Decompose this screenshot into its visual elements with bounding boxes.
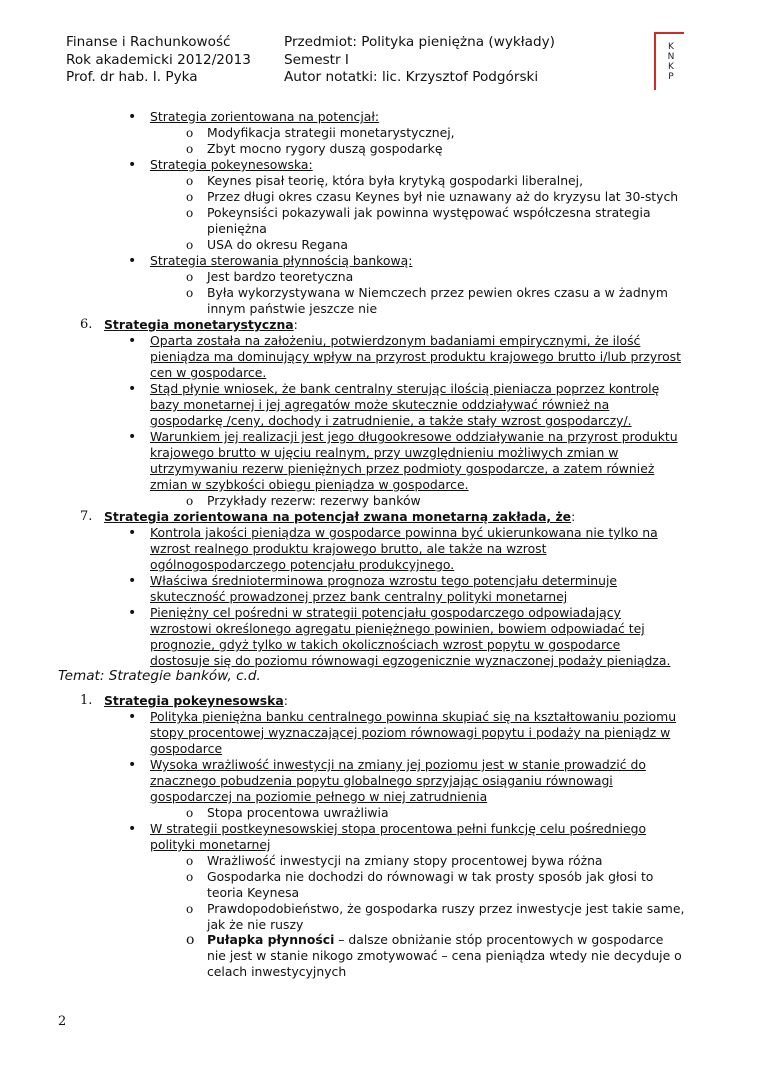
circle-bullet-icon: o	[186, 190, 194, 204]
list-item-continued: pieniężna	[207, 221, 267, 236]
item7-title: Strategia zorientowana na potencjał zwana monetarną zakłada, że	[104, 509, 572, 524]
circle-bullet-icon: o	[186, 806, 194, 820]
paragraph-line: Polityka pieniężna banku centralnego powinna skupiać się na kształtowaniu poziomu	[150, 709, 677, 724]
paragraph-line: Warunkiem jej realizacji jest jego długookresowe oddziaływanie na przyrost produktu	[150, 429, 678, 444]
paragraph-line: Kontrola jakości pieniądza w gospodarce powinna być ukierunkowana nie tylko na	[150, 525, 658, 540]
header-semester: Semestr I	[284, 51, 349, 68]
strategy-postkeynes-title: Strategia pokeynesowska:	[150, 157, 313, 172]
circle-bullet-icon: o	[186, 174, 194, 188]
list-item: Modyfikacja strategii monetarystycznej,	[207, 125, 455, 140]
paragraph-line: wzrost realnego produktu krajowego brutto, ale także na wzrost	[150, 541, 547, 556]
bullet-icon: •	[128, 109, 137, 125]
item1-title: Strategia pokeynesowska	[104, 693, 284, 708]
paragraph-line: znacznego pobudzenia popytu globalnego sprzyjając osiąganiu równowagi	[150, 773, 613, 788]
list-item: USA do okresu Regana	[207, 237, 348, 252]
liquidity-trap-term: Pułapka płynności	[207, 932, 335, 947]
header-subject: Przedmiot: Polityka pieniężna (wykłady)	[284, 34, 555, 50]
paragraph-line: Pieniężny cel pośredni w strategii potencjału gospodarczego odpowiadający	[150, 605, 621, 620]
circle-bullet-icon: o	[186, 932, 195, 948]
paragraph-line: pieniądza ma dominujący wpływ na przyrost produktu krajowego brutto i/lub przyrost	[150, 349, 681, 364]
list-item: Keynes pisał teorię, która była krytyką gospodarki liberalnej,	[207, 173, 584, 188]
list-item: Jest bardzo teoretyczna	[207, 269, 354, 284]
bullet-icon: •	[128, 573, 137, 589]
circle-bullet-icon: o	[186, 286, 194, 300]
header-professor: Prof. dr hab. I. Pyka	[66, 69, 198, 85]
circle-bullet-icon: o	[186, 902, 194, 916]
list-item: Stopa procentowa uwrażliwia	[207, 805, 389, 820]
header-faculty: Finanse i Rachunkowość	[66, 34, 231, 50]
bullet-icon: •	[128, 709, 137, 725]
list-item: Przykłady rezerw: rezerwy banków	[207, 493, 421, 508]
bullet-icon: •	[128, 333, 137, 349]
circle-bullet-icon: o	[186, 126, 194, 140]
paragraph-line: cen w gospodarce.	[150, 365, 267, 380]
header-author: Autor notatki: lic. Krzysztof Podgórski	[284, 69, 539, 85]
liquidity-trap-line: Pułapka płynności – dalsze obniżanie stóp procentowych w gospodarce	[207, 932, 664, 947]
bullet-icon: •	[128, 253, 137, 269]
paragraph-line: zmian w szybkości obiegu pieniądza w gospodarce.	[150, 477, 469, 492]
logo-bar-top	[654, 32, 684, 34]
paragraph-line: Oparta została na założeniu, potwierdzonym badaniami empirycznymi, że ilość	[150, 333, 641, 348]
bullet-icon: •	[128, 429, 137, 445]
list-item: Pokeynsiści pokazywali jak powinna występować współczesna strategia	[207, 205, 651, 220]
list-item: Przez długi okres czasu Keynes był nie uznawany aż do kryzysu lat 30-stych	[207, 189, 679, 204]
strategy-liquidity-title: Strategia sterowania płynnością bankową:	[150, 253, 413, 268]
page-number: 2	[58, 1014, 67, 1029]
circle-bullet-icon: o	[186, 238, 194, 252]
paragraph-line: W strategii postkeynesowskiej stopa procentowa pełni funkcję celu pośredniego	[150, 821, 647, 836]
circle-bullet-icon: o	[186, 870, 194, 884]
paragraph-line: skuteczność prowadzonej przez bank centralny polityki monetarnej	[150, 589, 568, 604]
list-item: Zbyt mocno rygory duszą gospodarkę	[207, 141, 443, 156]
header-year: Rok akademicki 2012/2013	[66, 51, 251, 68]
list-item-continued: teoria Keynesa	[207, 885, 300, 900]
bullet-icon: •	[128, 525, 137, 541]
bullet-icon: •	[128, 381, 137, 397]
item-number: 7.	[80, 509, 93, 524]
circle-bullet-icon: o	[186, 854, 194, 868]
list-item-continued: nie jest w stanie nikogo zmotywować – cena pieniądza wtedy nie decyduje o	[207, 948, 682, 963]
list-item: Była wykorzystywana w Niemczech przez pewien okres czasu a w żadnym	[207, 285, 668, 300]
item6-heading: Strategia monetarystyczna:	[104, 317, 298, 332]
list-item-continued: celach inwestycyjnych	[207, 964, 347, 979]
paragraph-line: polityki monetarnej	[150, 837, 271, 852]
paragraph-line: dostosuje się do poziomu równowagi egzogenicznie wyznaczonej podaży pieniądza.	[150, 653, 671, 668]
paragraph-line: Właściwa średnioterminowa prognoza wzrostu tego potencjału determinuje	[150, 573, 618, 588]
circle-bullet-icon: o	[186, 142, 194, 156]
paragraph-line: stopy procentowej wyznaczającej poziom równowagi popytu i podaży na pieniądz w	[150, 725, 671, 740]
circle-bullet-icon: o	[186, 270, 194, 284]
topic-heading: Temat: Strategie banków, c.d.	[58, 668, 261, 684]
logo-bar-left	[654, 32, 656, 90]
circle-bullet-icon: o	[186, 206, 194, 220]
item-number: 1.	[80, 693, 93, 708]
item1-heading: Strategia pokeynesowska:	[104, 693, 288, 708]
item-number: 6.	[80, 317, 93, 332]
bullet-icon: •	[128, 757, 137, 773]
item6-title: Strategia monetarystyczna	[104, 317, 294, 332]
knkp-logo	[654, 32, 684, 90]
paragraph-line: ogólnogospodarczego potencjału produkcyjnego.	[150, 557, 455, 572]
list-item-continued: innym państwie jeszcze nie	[207, 301, 378, 316]
list-item: Prawdopodobieństwo, że gospodarka ruszy przez inwestycje jest takie same,	[207, 901, 685, 916]
list-item-continued: jak że nie ruszy	[207, 917, 304, 932]
paragraph-line: utrzymywaniu rezerw pieniężnych przez podmioty gospodarcze, a zatem również	[150, 461, 655, 476]
circle-bullet-icon: o	[186, 494, 194, 508]
item7-heading: Strategia zorientowana na potencjał zwana monetarną zakłada, że:	[104, 509, 576, 524]
paragraph-line: Stąd płynie wniosek, że bank centralny sterując ilością pieniacza poprzez kontrolę	[150, 381, 660, 396]
paragraph-line: bazy monetarnej i jej agregatów może skutecznie oddziaływać również na	[150, 397, 610, 412]
paragraph-line: krajowego brutto w ujęciu realnym, przy uwzględnieniu możliwych zmian w	[150, 445, 619, 460]
bullet-icon: •	[128, 605, 137, 621]
header-right	[284, 34, 555, 87]
paragraph-line: gospodarczej na poziomie pełnego w niej zatrudnienia	[150, 789, 488, 804]
strategy-potential-title: Strategia zorientowana na potencjał:	[150, 109, 380, 124]
bullet-icon: •	[128, 821, 137, 837]
logo-letters: K N K P	[667, 42, 675, 82]
bullet-icon: •	[128, 157, 137, 173]
paragraph-line: gospodarkę /ceny, dochody i zatrudnienie, a także stały wzrost gospodarczy/.	[150, 413, 632, 428]
paragraph-line: Wysoka wrażliwość inwestycji na zmiany jej poziomu jest w stanie prowadzić do	[150, 757, 646, 772]
header-left	[66, 34, 251, 87]
paragraph-line: gospodarce	[150, 741, 223, 756]
list-item: Gospodarka nie dochodzi do równowagi w tak prosty sposób jak głosi to	[207, 869, 654, 884]
paragraph-line: prognozie, gdyż tylko w takich okolicznościach wzrost popytu w gospodarce	[150, 637, 621, 652]
list-item: Wrażliwość inwestycji na zmiany stopy procentowej bywa różna	[207, 853, 603, 868]
paragraph-line: wzrostowi określonego agregatu pieniężnego powinien, bowiem odpowiadać tej	[150, 621, 645, 636]
